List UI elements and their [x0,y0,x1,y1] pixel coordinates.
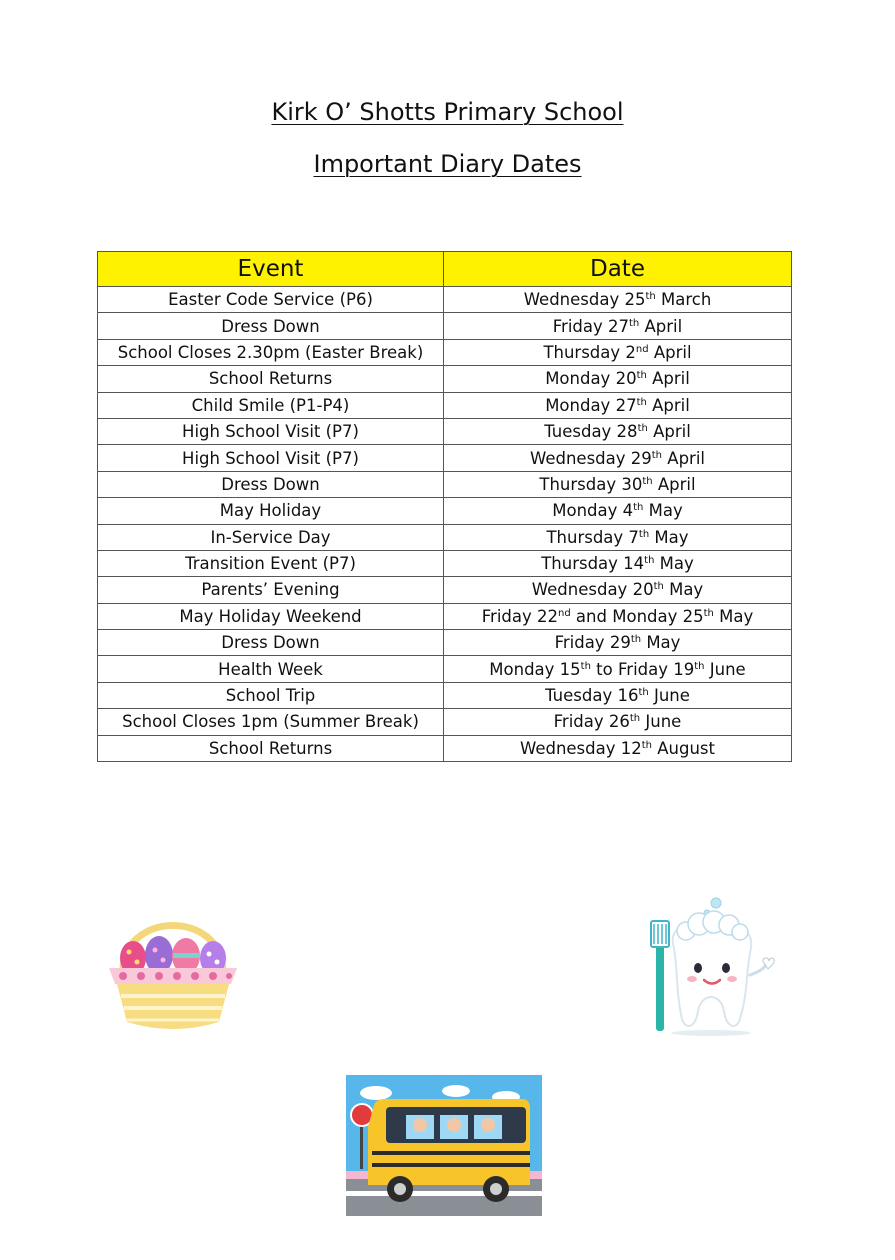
ordinal-suffix: th [641,739,653,751]
event-cell: School Closes 1pm (Summer Break) [98,709,444,735]
table-row [98,524,792,550]
event-cell: High School Visit (P7) [98,445,444,471]
event-cell: Health Week [98,656,444,682]
date-text: Monday 25 [612,606,704,626]
event-cell: School Returns [98,735,444,761]
ordinal-suffix: th [638,528,650,540]
date-text: June [704,659,746,679]
date-cell [444,709,792,735]
event-cell: School Trip [98,682,444,708]
ordinal-suffix: th [651,449,663,461]
date-text: April [639,316,683,336]
table-row [98,709,792,735]
event-cell: May Holiday [98,498,444,524]
date-text: May [643,501,683,521]
ordinal-suffix: th [633,502,644,514]
table-row [98,445,792,471]
date-text: Wednesday 12 [519,738,642,758]
date-cell [444,418,792,444]
ordinal-suffix: th [653,581,664,593]
date-cell [444,550,792,576]
date-text: April [662,448,705,468]
ordinal-suffix: th [637,423,648,435]
date-cell [444,577,792,603]
ordinal-suffix: th [703,607,714,619]
date-text: April [646,395,690,415]
date-text: Thursday 2 [543,342,636,362]
date-text: May [663,580,704,600]
table-row [98,339,792,365]
ordinal-suffix: th [645,291,656,303]
event-cell: Dress Down [98,313,444,339]
event-cell: School Returns [98,366,444,392]
ordinal-suffix: th [644,555,655,567]
table-row [98,392,792,418]
date-text: May [713,606,754,626]
table-row [98,498,792,524]
date-text: Wednesday 20 [531,580,654,600]
date-text: to [590,659,618,679]
date-text: May [649,527,689,547]
date-text: Friday 26 [553,712,630,732]
date-text: Monday 27 [545,395,637,415]
smiling-tooth-icon [636,893,781,1038]
date-text: Monday 15 [489,659,581,679]
date-text: April [646,369,690,389]
date-text: June [640,712,682,732]
ordinal-suffix: th [629,713,641,725]
ordinal-suffix: th [694,660,705,672]
date-cell [444,471,792,497]
diary-dates-table [97,251,792,762]
date-cell [444,366,792,392]
ordinal-suffix: nd [635,343,649,355]
date-text: June [648,686,690,706]
date-text: April [647,422,691,442]
column-header-date: Date [444,252,792,287]
table-row [98,735,792,761]
table-row [98,418,792,444]
event-cell: Dress Down [98,630,444,656]
event-cell: May Holiday Weekend [98,603,444,629]
date-cell [444,313,792,339]
table-row [98,550,792,576]
date-text: March [655,290,712,310]
date-text: May [641,633,681,653]
table-row [98,603,792,629]
event-cell: High School Visit (P7) [98,418,444,444]
column-header-event: Event [98,252,444,287]
table-row [98,630,792,656]
date-cell [444,287,792,313]
ordinal-suffix: th [629,317,640,329]
page-title: Important Diary Dates [313,150,582,178]
event-cell: Dress Down [98,471,444,497]
date-cell [444,630,792,656]
date-cell [444,524,792,550]
date-text: and [570,606,613,626]
date-cell [444,682,792,708]
date-text: Friday 27 [552,316,629,336]
table-row [98,577,792,603]
date-text: Friday 29 [554,633,631,653]
date-text: Thursday 14 [541,554,645,574]
date-text: Monday 20 [545,369,637,389]
table-row [98,682,792,708]
ordinal-suffix: th [580,660,591,672]
easter-basket-icon [103,900,243,1035]
date-text: Thursday 30 [539,474,643,494]
date-text: May [654,554,694,574]
event-cell: School Closes 2.30pm (Easter Break) [98,339,444,365]
table-row [98,287,792,313]
event-cell: Transition Event (P7) [98,550,444,576]
table-row [98,366,792,392]
date-text: April [652,474,696,494]
date-cell [444,339,792,365]
date-cell [444,735,792,761]
ordinal-suffix: th [638,687,649,699]
date-text: Wednesday 29 [529,448,652,468]
date-text: Monday 4 [552,501,634,521]
date-text: Tuesday 28 [544,422,638,442]
table-header-row [98,252,792,287]
ordinal-suffix: th [636,370,647,382]
date-text: Thursday 7 [546,527,639,547]
school-title: Kirk O’ Shotts Primary School [271,98,624,126]
date-cell [444,603,792,629]
date-text: April [648,342,692,362]
event-cell: Child Smile (P1-P4) [98,392,444,418]
date-text: Tuesday 16 [545,686,639,706]
date-text: August [652,738,716,758]
table-row [98,471,792,497]
date-cell [444,445,792,471]
event-cell: Parents’ Evening [98,577,444,603]
event-cell: In-Service Day [98,524,444,550]
date-text: Friday 19 [618,659,695,679]
date-text: Wednesday 25 [523,290,646,310]
ordinal-suffix: th [630,634,642,646]
ordinal-suffix: nd [558,607,571,619]
school-bus-icon [346,1075,542,1216]
table-row [98,656,792,682]
date-cell [444,656,792,682]
ordinal-suffix: th [642,475,653,487]
date-cell [444,392,792,418]
ordinal-suffix: th [636,396,647,408]
event-cell: Easter Code Service (P6) [98,287,444,313]
date-text: Friday 22 [481,606,558,626]
date-cell [444,498,792,524]
table-row [98,313,792,339]
